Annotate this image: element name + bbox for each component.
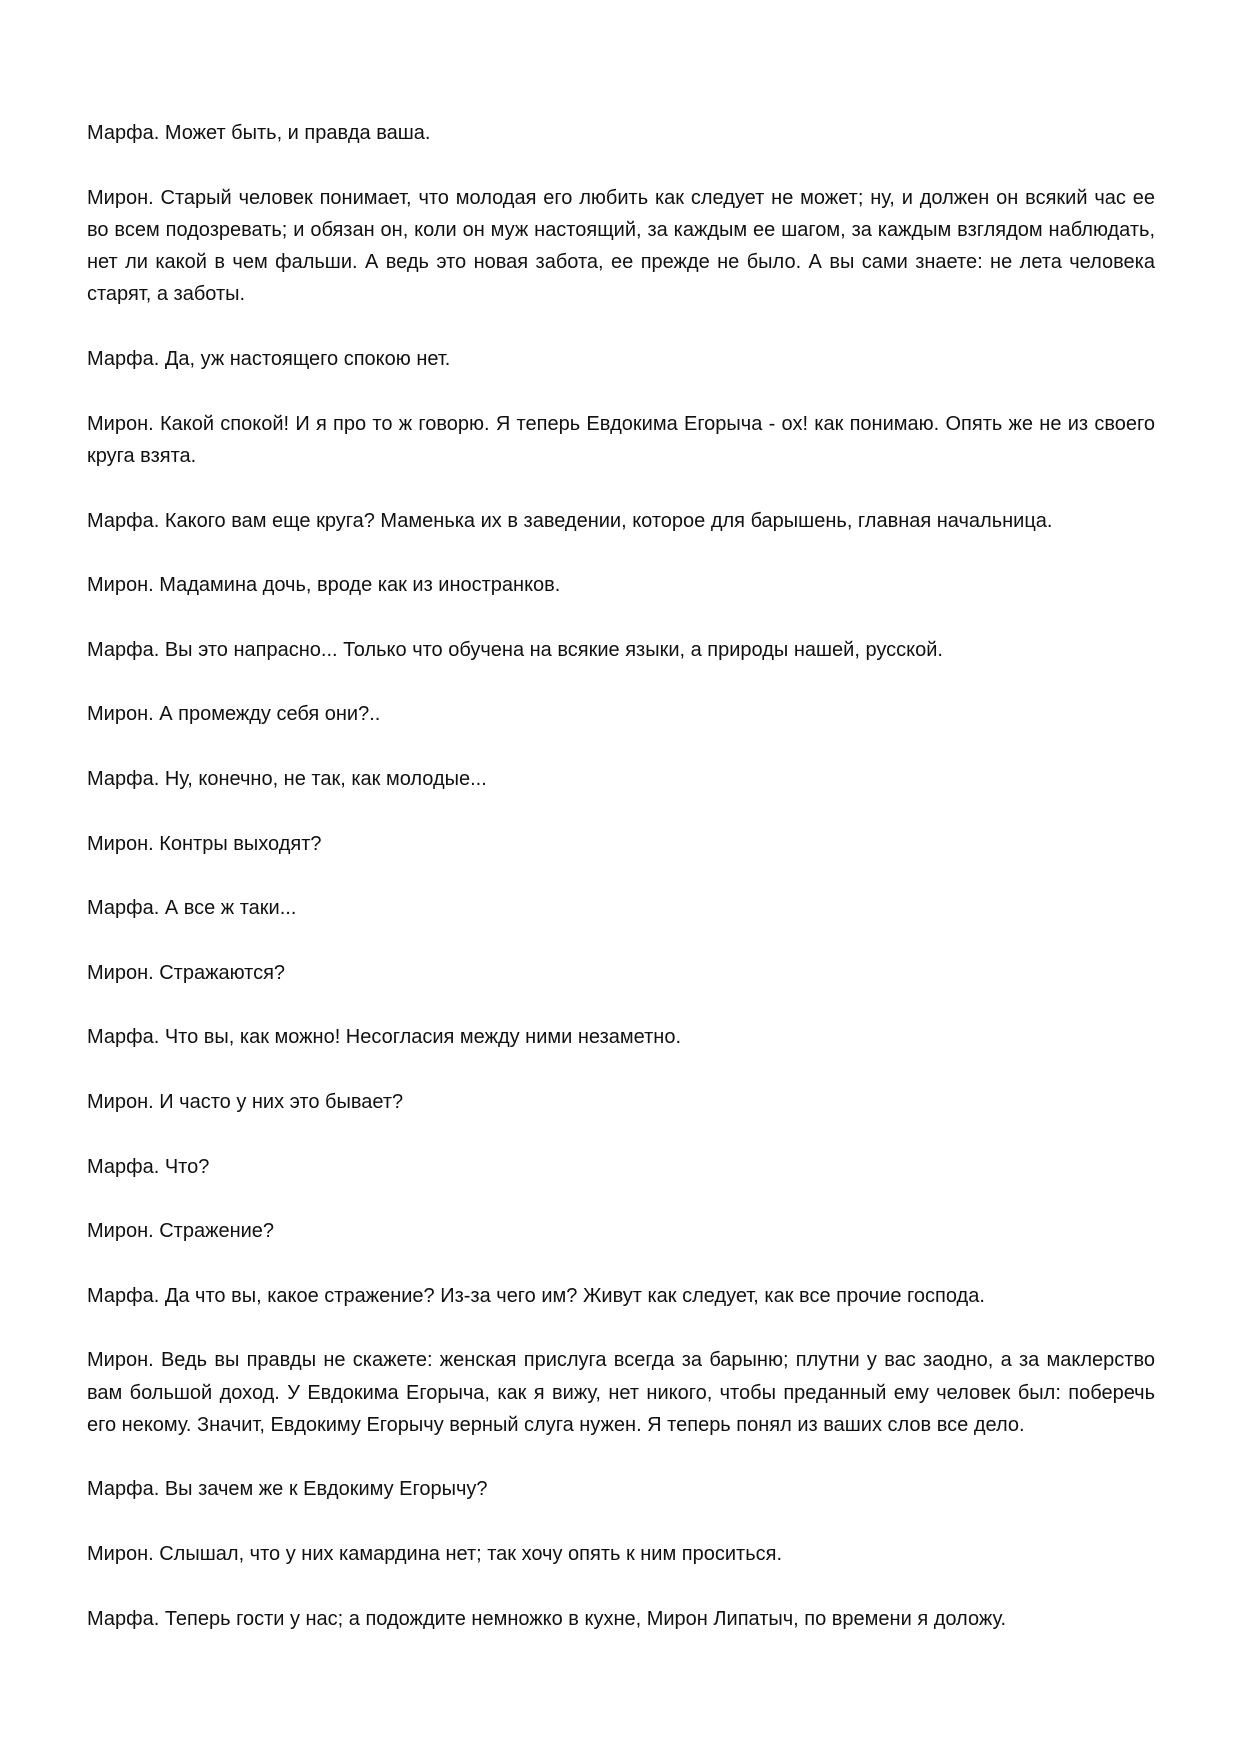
dialogue-paragraph: Мирон. Слышал, что у них камардина нет; так хочу опять к ним проситься. [87, 1543, 782, 1566]
dialogue-paragraph: Марфа. Ну, конечно, не так, как молодые... [87, 767, 487, 790]
dialogue-paragraph: Мирон. Какой спокой! И я про то ж говорю. Я теперь Евдокима Егорыча - ох! как понимаю. Опять же не из своего круга взята. [87, 412, 1155, 467]
dialogue-paragraph: Марфа. Вы это напрасно... Только что обучена на всякие языки, а природы нашей, русской. [87, 638, 943, 661]
dialogue-paragraph: Мирон. Мадамина дочь, вроде как из иностранков. [87, 574, 561, 597]
dialogue-paragraph: Марфа. Теперь гости у нас; а подождите немножко в кухне, Мирон Липатыч, по времени я доложу. [87, 1607, 1007, 1630]
dialogue-paragraph: Мирон. Ведь вы правды не скажете: женская прислуга всегда за барыню; плутни у вас заодно, а за маклерство вам большой доход. У Евдокима Егорыча, как я вижу, нет никого, чтобы преданный ему человек был: поберечь его некому. Значит, Евдокиму Егорычу верный слуга нужен. Я теперь понял из ваших слов все дело. [87, 1349, 1155, 1436]
document-page [87, 117, 1155, 1667]
dialogue-paragraph: Марфа. Может быть, и правда ваша. [87, 122, 431, 144]
dialogue-paragraph: Мирон. Старый человек понимает, что молодая его любить как следует не может; ну, и должен он всякий час ее во всем подозревать; и обязан он, коли он муж настоящий, за каждым ее шагом, за каждым взглядом наблюдать, нет ли какой в чем фальши. А ведь это новая забота, ее прежде не было. А вы сами знаете: не лета человека старят, а заботы. [87, 186, 1155, 306]
dialogue-paragraph: Марфа. Что? [87, 1155, 210, 1178]
dialogue-paragraph: Марфа. Да что вы, какое стражение? Из-за чего им? Живут как следует, как все прочие господа. [87, 1284, 985, 1307]
dialogue-paragraph: Марфа. Вы зачем же к Евдокиму Егорычу? [87, 1478, 488, 1501]
dialogue-paragraph: Мирон. А промежду себя они?.. [87, 703, 381, 726]
dialogue-paragraph: Мирон. Стражаются? [87, 961, 286, 984]
dialogue-paragraph: Мирон. Стражение? [87, 1220, 275, 1243]
dialogue-paragraph: Мирон. Контры выходят? [87, 832, 322, 855]
dialogue-paragraph: Марфа. Что вы, как можно! Несогласия между ними незаметно. [87, 1026, 681, 1049]
dialogue-paragraph: Марфа. А все ж таки... [87, 897, 297, 920]
dialogue-paragraph: Мирон. И часто у них это бывает? [87, 1090, 404, 1113]
dialogue-paragraph: Марфа. Какого вам еще круга? Маменька их в заведении, которое для барышень, главная начальница. [87, 509, 1053, 532]
dialogue-paragraph: Марфа. Да, уж настоящего спокою нет. [87, 348, 451, 371]
